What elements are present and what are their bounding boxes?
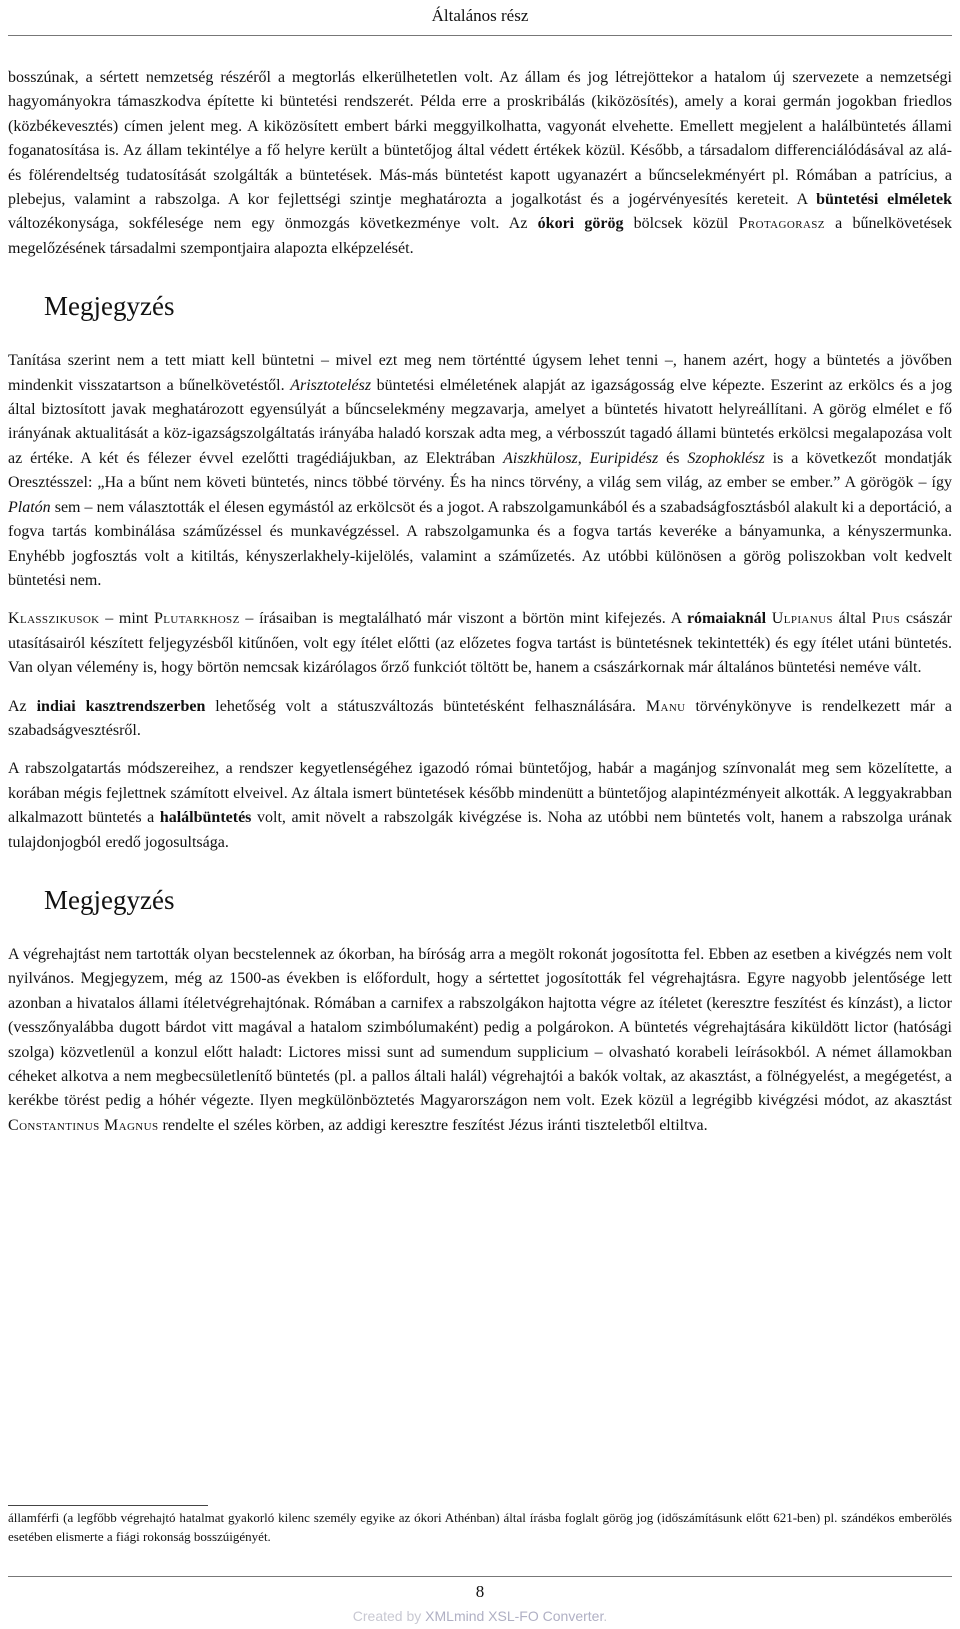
text-run: A rabszolgatartás módszereihez, a rendszer kegyetlenségéhez igazodó római büntetőjog, habár a magánjog színvonalát meg sem közelítette, a korában mégis fejlettnek számított elveivel. Az általa ismert büntetések később mindenütt a büntetőjog alapintézményeit alkották. A leggyakrabban alkalmazott büntetés a xyxy=(8,760,952,827)
bold-term: rómaiaknál xyxy=(686,610,767,628)
person-name: Pius xyxy=(871,610,901,628)
text-run: Tanítása szerint nem a tett miatt kell büntetni – mivel ezt meg nem történtté úgysem lehet tenni –, hanem azért, hogy a büntetés a jövőben mindenkit visszatartson a bűnelkövetéstől. xyxy=(8,352,952,394)
text-run: és xyxy=(658,449,688,467)
footer-divider xyxy=(8,1576,952,1577)
note-paragraph xyxy=(8,943,952,1138)
body-paragraph xyxy=(8,757,952,855)
italic-name: Aiszkhülosz xyxy=(503,449,578,467)
person-name: Protagorasz xyxy=(738,215,825,233)
body-paragraph xyxy=(8,695,952,744)
text-run: által xyxy=(832,610,872,628)
header-divider xyxy=(8,35,952,36)
text-run: büntetési elméletének alapját az igazságosság elve képezte. Eszerint az erkölcs és a jog által biztosított javak meghatározott egyensúlyát a bűncselekmény megzavarja, amelyet a büntetés hivatott helyreállítani. A görög elmélet e fő irányának aktualitását a köz-igazságszolgáltatás irányába haladó korszak adta meg, a vérbosszút tagadó állami büntetés erkölcsi megalapozása volt az értéke. A két és félezer évvel ezelőtti tragédiájukban, az Elektrában xyxy=(8,376,952,467)
page-number: 8 xyxy=(475,1582,485,1601)
bold-term: büntetési elméletek xyxy=(816,191,953,209)
text-run: törvénykönyve is rendelkezett már a szabadságvesztésről. xyxy=(8,697,952,739)
footnote-divider xyxy=(8,1505,208,1506)
person-name: Ulpianus xyxy=(771,610,833,628)
text-run: bosszúnak, a sértett nemzetség részéről a megtorlás elkerülhetetlen volt. Az állam és jog létrejöttekor a hatalom új szervezete a nemzetségi hagyományokra támaszkodva építette ki büntetési rendszerét. Példa erre a proskribálás (kiközösítés), amely a korai germán jogokban friedlos (közbékevesztés) címen jelent meg. A kiközösített embert bárki meggyilkolhatta, vagyonát elvehette. Emellett megjelent a halálbüntetés állami foganatosítása is. Az állam tekintélye a fő helyre került a büntetőjog által védett értékek közül. Később, a társadalom differenciálódásával az alá- és fölérendeltség tudatosítását szolgálták a büntetések. Más-más büntetést kapott ugyanazért a bűncselekményért pl. Rómában a patrícius, a plebejus, valamint a rabszolga. A kor fejlettségi szintje meghatározta a jogalkotást és a jogérvényesítés kereteit. A xyxy=(8,69,952,209)
italic-name: Arisztotelész xyxy=(290,376,372,394)
text-run: császár utasításairól készített feljegyzésből kitűnően, volt egy ítélet előtti (az előzetes fogva tartást is büntetésnek tekintették) és egy ítélet utáni büntetés. Van olyan vélemény is, hogy börtön nemcsak kizárólagos őrző funkciót töltött be, hanem a császárkornak már általános büntetési neméve vált. xyxy=(8,610,952,677)
person-name: Constantinus Magnus xyxy=(8,1116,159,1134)
note-heading: Megjegyzés xyxy=(44,291,175,322)
body-paragraph xyxy=(8,607,952,680)
credit-brand: XMLmind XSL-FO Converter xyxy=(425,1608,604,1624)
text-run: – írásaiban is megtalálható már viszont a börtön mint kifejezés. A xyxy=(239,610,687,628)
page-content xyxy=(8,66,952,1138)
italic-name: Platón xyxy=(8,498,51,516)
bold-term: indiai kasztrendszerben xyxy=(36,697,206,715)
running-header: Általános rész xyxy=(431,6,529,25)
footnote: államférfi (a legfőbb végrehajtó hatalmat gyakorló kilenc személy egyike az ókori Athénban) által írásba foglalt görög jog (időszámításunk előtt 621-ben) pl. szándékos emberölés esetében elismerte a fiági rokonság bosszúigényét. xyxy=(8,1510,952,1544)
bold-term: ókori görög xyxy=(537,215,624,233)
credit-prefix: Created by xyxy=(352,1608,426,1624)
text-run: változékonysága, sokfélesége nem egy önmozgás következménye volt. Az xyxy=(8,215,538,233)
text-run: – mint xyxy=(99,610,154,628)
note-paragraph xyxy=(8,349,952,593)
italic-name: Szophoklész xyxy=(687,449,765,467)
intro-paragraph xyxy=(8,66,952,261)
person-name: Plutarkhosz xyxy=(153,610,240,628)
text-run: A végrehajtást nem tartották olyan becstelennek az ókorban, ha bíróság arra a megölt rokonát jogosította fel. Ebben az esetben a kivégzés nem volt nyilvános. Megjegyzem, még az 1500-as években is előfordult, hogy a sértettet jogosították fel végrehajtásra. Egyre nagyobb jelentősége lett azonban a hivatalos állami ítéletvégrehajtónak. Rómában a carnifex a rabszolgákon hajtotta végre az ítéletet (keresztre feszítést és kínzást), a lictor (vesszőnyalábba dugott bárdot vitt magával a hatalom szimbólumaként) pedig a polgárokon. A büntetés végrehajtására kiküldött lictor (hatósági szolga) közvetlenül a konzul előtt haladt: Lictores missi sunt ad sumendum supplicium – olvasható korabeli leírásokból. A német államokban céheket alkotva a nem megbecsületlenítő büntetés (pl. a pallos általi halál) végrehajtói a bakók voltak, az akasztást, a fölnégyelést, a megégetést, a kerékbe törést pedig a hóhér végezte. Ilyen megkülönböztetés Magyarországon nem volt. Ezek közül a legrégibb kivégzési módot, az akasztást xyxy=(8,945,952,1110)
text-run: is a következőt mondatják Oresztésszel: „Ha a bűnt nem követi büntetés, nincs többé törvény. És ha nincs törvény, a világ sem világ, az ember se ember.” A görögök – így xyxy=(8,449,953,492)
text-run: Az xyxy=(8,697,37,715)
text-run: lehetőség volt a státuszváltozás büntetésként felhasználására. xyxy=(205,697,646,715)
credit-suffix: . xyxy=(603,1608,608,1624)
converter-credit xyxy=(0,1608,960,1624)
text-run: volt, amit növelt a rabszolgák kivégzése is. Noha az utóbbi nem büntetés volt, hanem a rabszolga urának tulajdonjogból eredő jogosultsága. xyxy=(8,809,952,851)
italic-name: Euripidész xyxy=(589,449,659,467)
text-run: , xyxy=(577,449,590,467)
text-run: sem – nem választották el élesen egymástól az erkölcsöt és a jogot. A rabszolgamunkából és a szabadságfosztásból alakult ki a deportáció, a fogva tartás kombinálása száműzéssel és munkavégzéssel. A rabszolgamunka és a fogva tartás keveréke a bányamunka, a kényszermunka. Enyhébb jogfosztás volt a kitiltás, kényszerlakhely-kijelölés, valamint a száműzetés. Az utóbbi különösen a görög poliszokban volt kedvelt büntetési nem. xyxy=(8,498,952,589)
person-name: Klasszikusok xyxy=(8,610,100,628)
person-name: Manu xyxy=(645,697,686,715)
text-run: rendelte el széles körben, az addigi keresztre feszítést Jézus iránti tiszteletből eltiltva. xyxy=(158,1116,708,1134)
note-heading: Megjegyzés xyxy=(44,884,175,915)
text-run: bölcsek közül xyxy=(623,215,739,233)
text-run: a bűnelkövetések megelőzésének társadalmi szempontjaira alapozta elképzelését. xyxy=(8,215,953,257)
bold-term: halálbüntetés xyxy=(159,809,252,827)
